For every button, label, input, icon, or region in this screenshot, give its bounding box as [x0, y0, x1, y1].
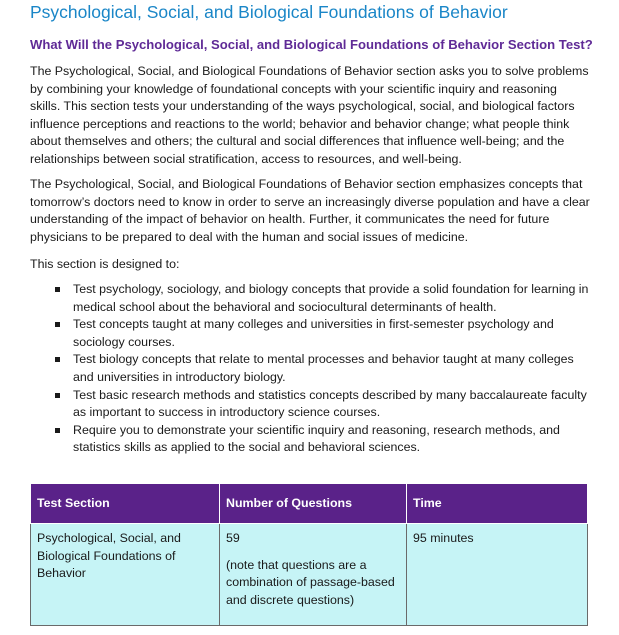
- list-item-text: Test biology concepts that relate to mental processes and behavior taught at many colleges and universities in introductory biology.: [73, 352, 574, 384]
- purpose-list: [30, 281, 595, 457]
- list-item: [30, 281, 595, 316]
- list-item-text: Require you to demonstrate your scientific inquiry and reasoning, research methods, and statistics skills as applied to the social and behavioral sciences.: [73, 422, 560, 455]
- bullet-icon: [55, 322, 60, 327]
- bullet-icon: [55, 428, 60, 433]
- bullet-icon: [55, 357, 60, 362]
- list-item-text: Test psychology, sociology, and biology concepts that provide a solid foundation for learning in medical school about the behavioral and sociocultural determinants of health.: [73, 282, 589, 314]
- list-item: [30, 422, 595, 457]
- table-row: [31, 524, 588, 626]
- intro-paragraph: The Psychological, Social, and Biological Foundations of Behavior section asks you to solve problems by combining your knowledge of foundational concepts with your scientific inquiry and reasoning skills. This section tests your understanding of the ways psychological, social, and biological factors influence perceptions and reactions to the world; behavior and behavior change; what people think about themselves and others; the cultural and social differences that influence well-being; and the relationships between social stratification, access to resources, and well-being.: [30, 64, 589, 166]
- emphasis-paragraph: The Psychological, Social, and Biological Foundations of Behavior section emphasizes concepts that tomorrow’s doctors need to know in order to serve an increasingly diverse population and have a clear understanding of the impact of behavior on health. Further, it communicates the need for future physicians to be prepared to deal with the human and social issues of medicine.: [30, 177, 590, 244]
- cell-question-count: [220, 524, 407, 626]
- list-item: [30, 316, 595, 351]
- header-test-section: Test Section: [31, 484, 220, 524]
- list-item: [30, 351, 595, 386]
- list-item: [30, 387, 595, 422]
- table-header-row: [31, 484, 588, 524]
- question-count-note: (note that questions are a combination of passage-based and discrete questions): [226, 557, 395, 607]
- header-number-of-questions: Number of Questions: [220, 484, 407, 524]
- page-title: Psychological, Social, and Biological Foundations of Behavior: [30, 2, 508, 22]
- question-count-value: 59: [226, 531, 240, 545]
- cell-section-name: Psychological, Social, and Biological Foundations of Behavior: [31, 524, 220, 626]
- designed-to-paragraph: This section is designed to:: [30, 257, 180, 271]
- section-subtitle: What Will the Psychological, Social, and Biological Foundations of Behavior Section Test?: [30, 37, 593, 52]
- header-time: Time: [407, 484, 588, 524]
- list-item-text: Test concepts taught at many colleges and universities in first-semester psychology and sociology courses.: [73, 317, 554, 349]
- bullet-icon: [55, 287, 60, 292]
- cell-time: 95 minutes: [407, 524, 588, 626]
- bullet-icon: [55, 393, 60, 398]
- test-section-table: [30, 483, 588, 626]
- list-item-text: Test basic research methods and statistics concepts described by many baccalaureate faculty as important to success in introductory science courses.: [73, 387, 587, 420]
